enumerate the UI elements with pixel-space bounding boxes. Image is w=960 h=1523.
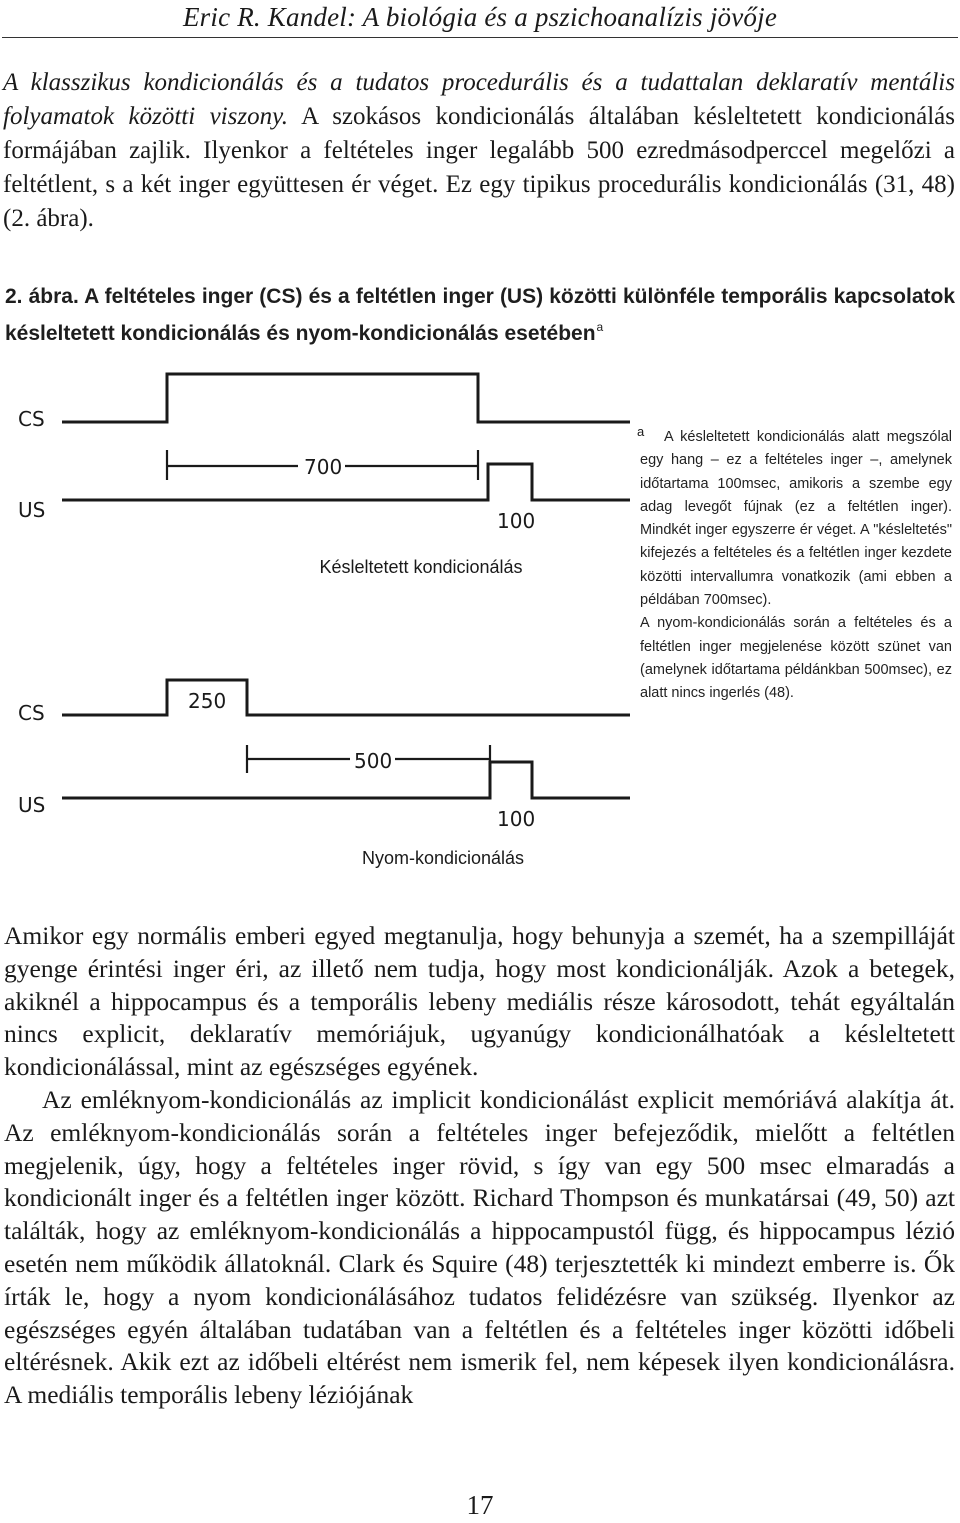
delay-interval-label: 700 — [304, 455, 343, 479]
intro-italic-lead: A klasszikus kondicionálás és a tudatos procedurális és a tudattalan deklaratív mentális folyamatok közötti viszony. — [3, 69, 955, 130]
trace-us-label: US — [18, 793, 46, 817]
delay-us-label: US — [18, 498, 46, 522]
timing-diagram-svg — [0, 340, 640, 900]
delay-cs-waveform — [62, 374, 630, 422]
page-number: 17 — [466, 1490, 494, 1520]
figure-caption — [5, 281, 955, 349]
trace-cs-duration-label: 250 — [188, 689, 227, 713]
body-text — [4, 920, 955, 1412]
trace-cs-label: CS — [18, 701, 45, 725]
trace-cs-waveform — [62, 680, 630, 715]
delay-cs-label: CS — [18, 407, 45, 431]
footnote-paragraph: A késleltetett kondicionálás alatt megszólal egy hang – ez a feltételes inger –, amelynek időtartama 100msec, amikoris a szembe egy adag levegőt fújnak (ez a feltétlen inger). Mindkét inger egyszerre ér véget. A "késleltetés" kifejezés a feltételes és a feltétlen inger kezdete közötti intervallumra vonatkozik (ami ebben a példában 700msec). — [640, 429, 952, 609]
delay-us-duration-label: 100 — [497, 509, 536, 533]
figure-footnote — [640, 426, 952, 706]
body-paragraph: Amikor egy normális emberi egyed megtanulja, hogy behunyja a szemét, ha a szempilláját gyenge érintési inger éri, az illető nem tudja, hogy most kondicionálják. Azok a betegek, akiknél a hippocampus és a temporális lebeny mediális része károsodott, tehát egyáltalán nincs explicit, deklaratív memóriájuk, ugyanúgy kondicionálhatóak a késleltetett kondicionálással, mint az egészséges egyének. — [4, 921, 955, 1082]
delay-us-waveform — [62, 464, 630, 500]
trace-us-waveform — [62, 762, 630, 798]
trace-interval-label: 500 — [354, 749, 393, 773]
body-paragraph: Az emléknyom-kondicionálás az implicit kondicionálást explicit memóriává alakítja át. Az emléknyom-kondicionálás során a feltételes inger befejeződik, mielőtt a feltétlen megjelenik, úgy, hogy a feltételes inger rövid, s így van egy 500 msec elmaradás a kondicionált inger és a feltétlen inger között. Richard Thompson és munkatársai (49, 50) azt találták, hogy az emléknyom-kondicionálás a hippocampustól függ, és hippocampus lézió esetén nem működik állatoknál. Clark és Squire (48) terjesztették ki mindezt emberre is. Ők írták le, hogy a nyom kondicionálásához tudatos felidézésre van szükség. Ilyenkor az egészséges egyén általában tudatában van a feltétlen és a feltételes inger közötti időbeli eltérésnek. Akik ezt az időbeli eltérést nem ismerik fel, nem képesek ilyen kondicionálásra. A mediális temporális lebeny léziójának — [4, 1084, 955, 1410]
trace-us-duration-label: 100 — [497, 807, 536, 831]
header-rule — [2, 37, 958, 38]
timing-diagram — [0, 340, 640, 900]
intro-paragraph — [3, 66, 955, 236]
footnote-paragraph: A nyom-kondicionálás során a feltételes és a feltétlen inger megjelenése között szünet van (amelynek időtartama példánkban 500msec), ez alatt nincs ingerlés (48). — [640, 615, 952, 702]
intro-text: A szokásos kondicionálás általában késleltetett kondicionálás formájában zajlik. Ilyenkor a feltételes inger legalább 500 ezredmásodperccel megelőzi a feltétlent, s a két inger együttesen ér véget. Ez egy tipikus procedurális kondicionálás (31, 48) (2. ábra). — [3, 103, 955, 232]
figure-caption-footnote-marker: a — [596, 320, 604, 334]
figure-caption-text: 2. ábra. A feltételes inger (CS) és a feltétlen inger (US) közötti különféle temporális kapcsolatok késleltetett kondicionálás és nyom-kondicionálás esetében — [5, 285, 955, 345]
trace-conditioning-title: Nyom-kondicionálás — [361, 848, 525, 868]
running-header: Eric R. Kandel: A biológia és a pszichoanalízis jövője — [182, 2, 777, 32]
delay-conditioning-title: Késleltetett kondicionálás — [319, 557, 523, 577]
footnote-marker: a — [637, 424, 645, 439]
